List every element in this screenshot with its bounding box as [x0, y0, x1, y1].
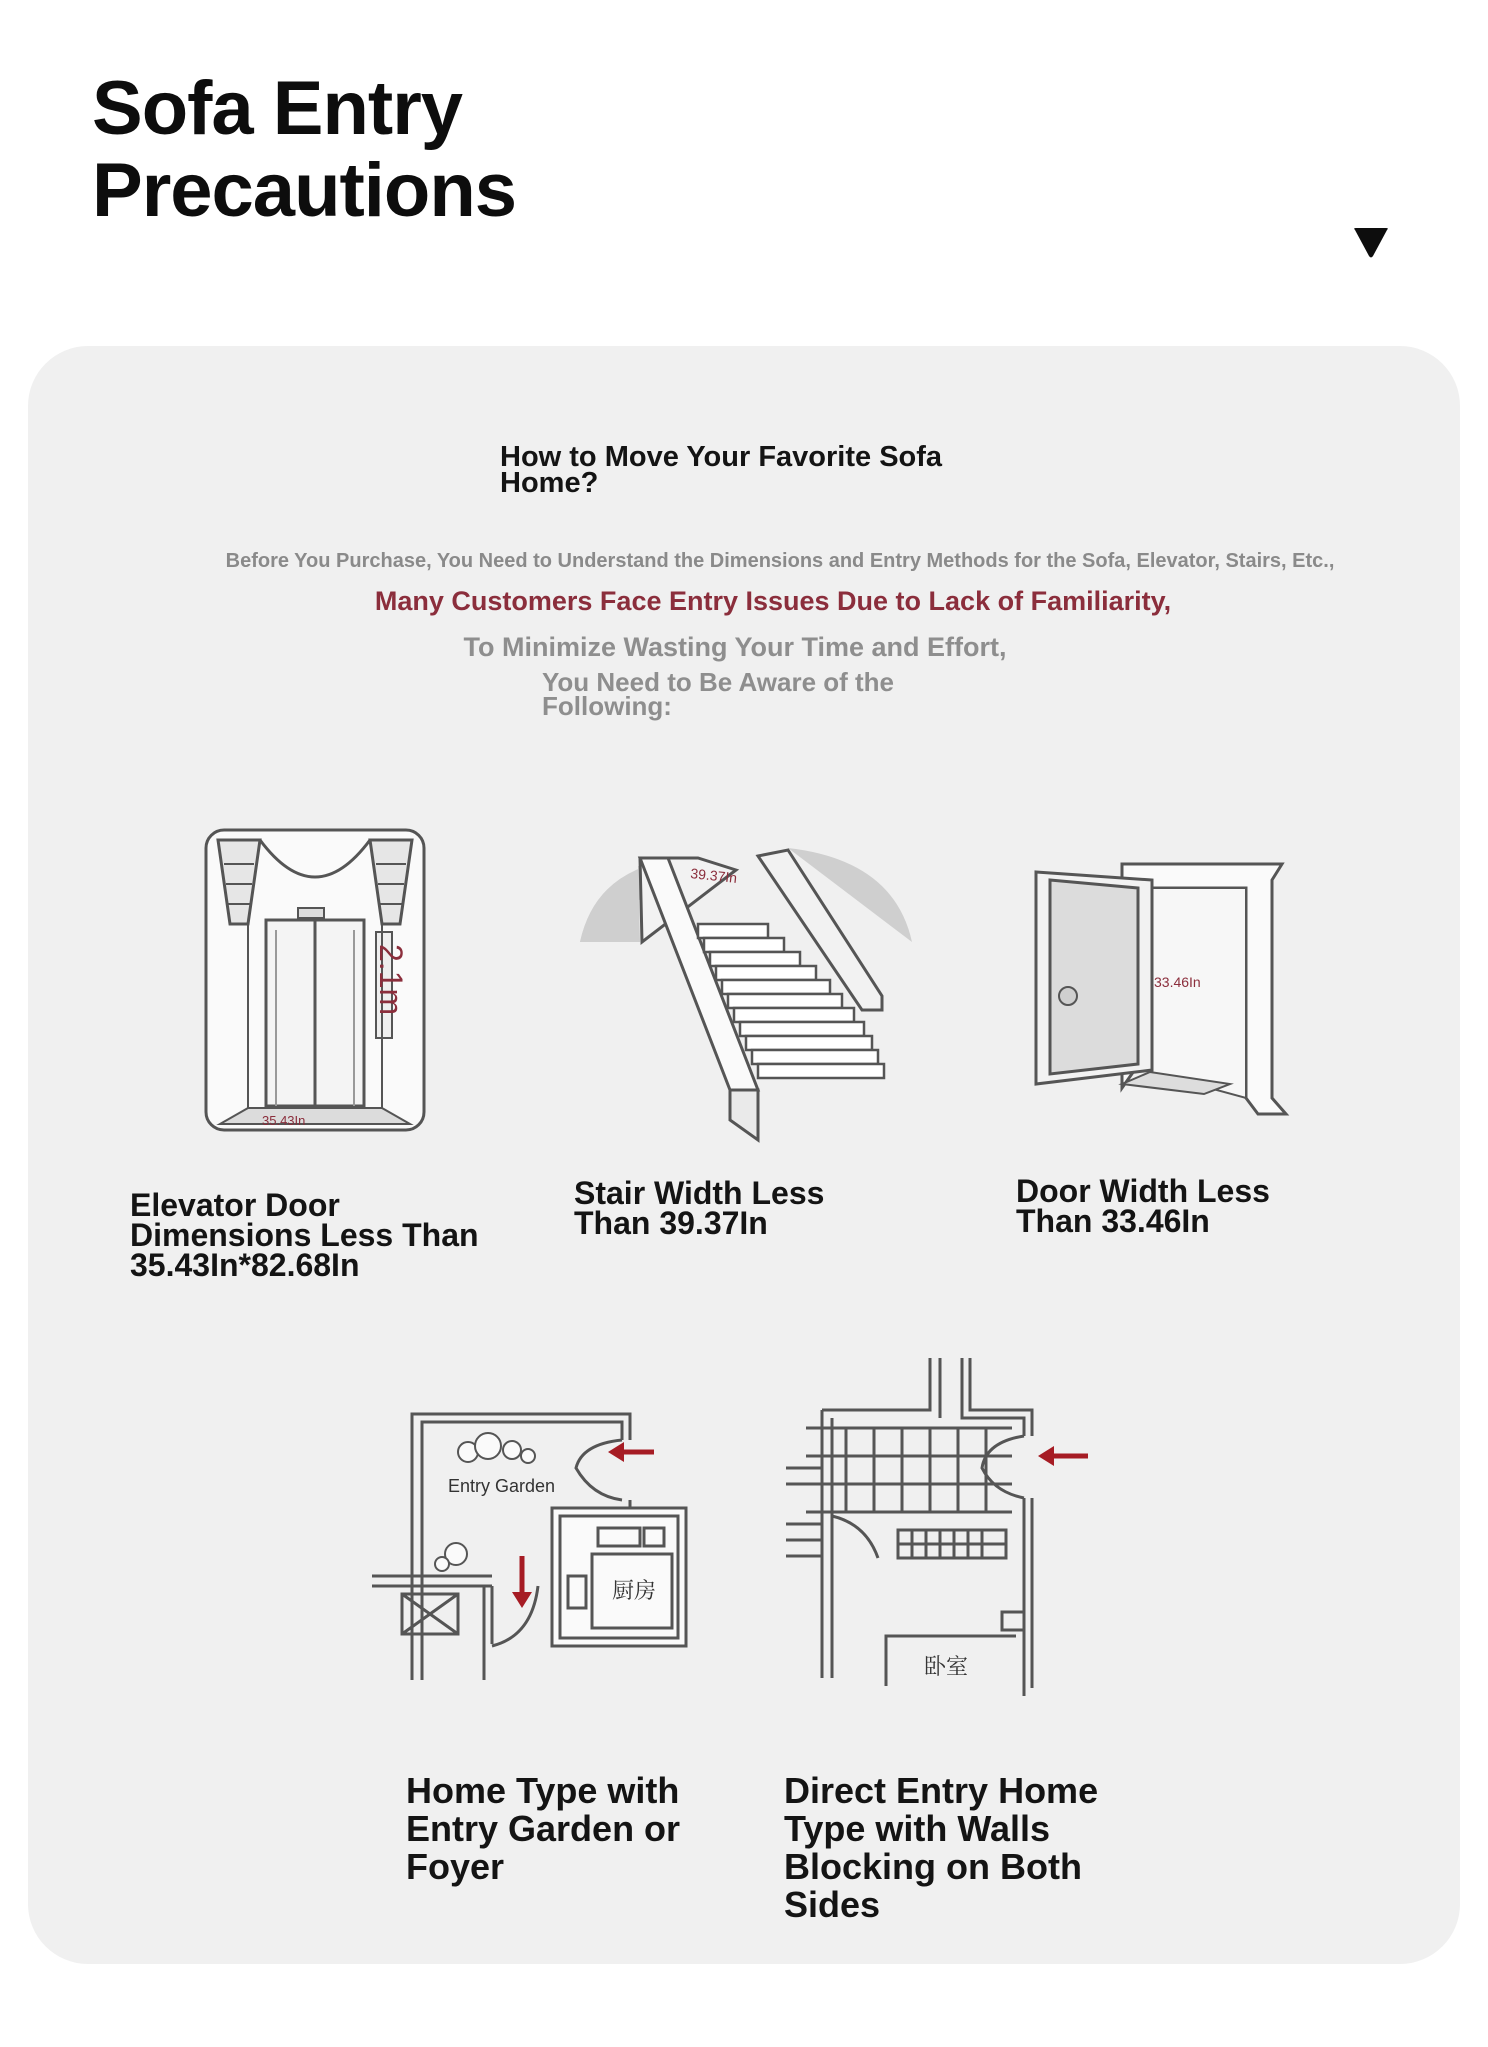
- page-title: [92, 68, 516, 232]
- stair-width-label: 39.37In: [689, 865, 738, 886]
- floorplan-entry-garden-illustration: [372, 1404, 692, 1690]
- elevator-illustration: [200, 824, 430, 1136]
- card-subtitle: How to Move Your Favorite Sofa Home?: [500, 441, 943, 499]
- intro-line-3: To Minimize Wasting Your Time and Effort,: [463, 632, 1007, 662]
- triangle-down-icon[interactable]: [1352, 226, 1390, 260]
- kitchen-label: 厨房: [612, 1578, 657, 1603]
- caption-direct-entry-home: Direct Entry Home Type with Walls Blocking on Both Sides: [784, 1770, 1099, 1925]
- elevator-width-label: 35.43In: [262, 1113, 306, 1128]
- caption-entry-garden-home: Home Type with Entry Garden or Foyer: [406, 1770, 681, 1887]
- stairs-illustration: [578, 820, 914, 1150]
- intro-line-2-highlight: Many Customers Face Entry Issues Due to Lack of Familiarity,: [374, 586, 1172, 616]
- intro-line-1: Before You Purchase, You Need to Understand the Dimensions and Entry Methods for the Sofa, Elevator, Stairs, Etc.,: [225, 550, 1335, 572]
- caption-elevator: Elevator Door Dimensions Less Than 35.43In*82.68In: [130, 1187, 479, 1283]
- caption-stairs: Stair Width Less Than 39.37In: [574, 1175, 825, 1241]
- bedroom-label: 卧室: [924, 1654, 969, 1679]
- door-width-label: 33.46In: [1154, 974, 1201, 990]
- floorplan-direct-entry-illustration: [786, 1358, 1098, 1696]
- page-title-line-1: Sofa Entry: [92, 66, 463, 151]
- page-title-line-2: Precautions: [92, 148, 517, 233]
- caption-door: Door Width Less Than 33.46In: [1016, 1173, 1270, 1239]
- door-illustration: [1030, 858, 1292, 1120]
- intro-line-4: You Need to Be Aware of the Following:: [542, 667, 895, 721]
- elevator-height-label: 2.1m: [373, 944, 409, 1016]
- entry-garden-label: Entry Garden: [448, 1476, 556, 1496]
